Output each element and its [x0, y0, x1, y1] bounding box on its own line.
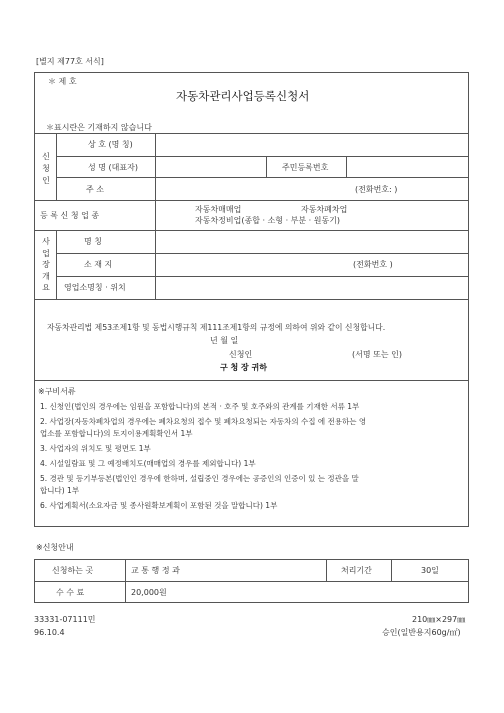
paper-approval: 승인(일반용지60g/㎡): [382, 628, 461, 637]
number-field-label: ＊ 제 호: [48, 77, 77, 86]
form-code: 33331-07111민: [34, 615, 96, 624]
trade-name-field[interactable]: [157, 135, 467, 155]
date-line: 년 월 일: [210, 336, 239, 345]
workplace-section-label: 사 업 장 개 요: [42, 237, 50, 292]
workplace-phone-label: (전화번호 ): [353, 260, 393, 269]
documents-heading: ※구비서류: [38, 387, 76, 396]
submit-to-value: 교 통 행 정 과: [131, 566, 180, 575]
name-field[interactable]: [157, 158, 265, 176]
business-type-label: 등 록 신 청 업 종: [40, 211, 100, 220]
declaration-text: 자동차관리법 제53조제1항 및 동법시행규칙 제111조제1항의 규정에 의하여 위와 같이 신청합니다.: [47, 323, 386, 332]
sales-office-field[interactable]: [157, 278, 467, 298]
applicant-phone-label: (전화번호: ): [355, 185, 398, 194]
paper-size: 210㎜×297㎜: [412, 615, 466, 624]
submit-to-label: 신청하는 곳: [52, 566, 94, 575]
option-sales[interactable]: 자동차매매업: [195, 205, 242, 214]
workplace-name-field[interactable]: [157, 232, 467, 252]
document-item: 4. 시설일람표 및 그 예정배치도(매매업의 경우를 제외합니다) 1부: [40, 459, 256, 468]
trade-name-label: 상 호 (명 칭): [88, 140, 133, 149]
document-item: 업소를 포함합니다)의 토지이용계획확인서 1부: [40, 429, 193, 438]
applicant-signature-label: 신청인: [229, 350, 253, 359]
applicant-section-label: 신 청 인: [42, 152, 50, 185]
form-label: [별지 제77호 서식]: [36, 57, 104, 66]
processing-period-value: 30일: [421, 566, 439, 575]
workplace-name-label: 명 칭: [84, 237, 102, 246]
signature-placeholder: (서명 또는 인): [352, 350, 402, 359]
form-date: 96.10.4: [34, 628, 65, 637]
address-label: 주 소: [86, 185, 104, 194]
workplace-location-label: 소 재 지: [84, 260, 113, 269]
document-item: 5. 경관 및 등기부등본(법인인 경우에 한하며, 설립중인 경우에는 공증인의 인증이 있 는 정관을 말: [40, 474, 359, 483]
form-title: 자동차관리사업등록신청서: [176, 89, 310, 103]
workplace-location-field[interactable]: [157, 255, 347, 275]
address-field[interactable]: [157, 179, 347, 199]
document-item: 2. 사업장(자동차폐차업의 경우에는 폐차요청의 접수 및 폐차요청되는 자동차의 수집 에 전용하는 영: [40, 417, 367, 426]
document-item: 6. 사업계획서(소요자금 및 종사원확보계획이 포함된 것을 말합니다) 1부: [40, 501, 278, 510]
processing-period-label: 처리기간: [341, 566, 372, 575]
addressee: 구 청 장 귀하: [220, 363, 267, 372]
option-maintenance[interactable]: 자동차정비업(종합 · 소형 · 부분 · 원동기): [195, 216, 341, 225]
document-item: 1. 신청인(법인의 경우에는 임원을 포함합니다)의 본적 · 호주 및 호주와의 관계를 기재한 서류 1부: [40, 402, 360, 411]
resident-number-label: 주민등록번호: [282, 163, 329, 172]
document-item: 합니다) 1부: [40, 486, 80, 495]
fee-value: 20,000원: [131, 588, 167, 597]
option-scrapping[interactable]: 자동차폐차업: [301, 205, 348, 214]
document-item: 3. 사업자의 위치도 및 평면도 1부: [40, 444, 151, 453]
guide-heading: ※신청안내: [36, 543, 74, 552]
form-note: ＊표시란은 기재하지 않습니다: [46, 123, 152, 132]
sales-office-label: 영업소명칭 · 위치: [64, 283, 126, 292]
name-label: 성 명 (대표자): [88, 163, 138, 172]
fee-label: 수 수 료: [56, 588, 85, 597]
resident-number-field[interactable]: [348, 158, 467, 176]
